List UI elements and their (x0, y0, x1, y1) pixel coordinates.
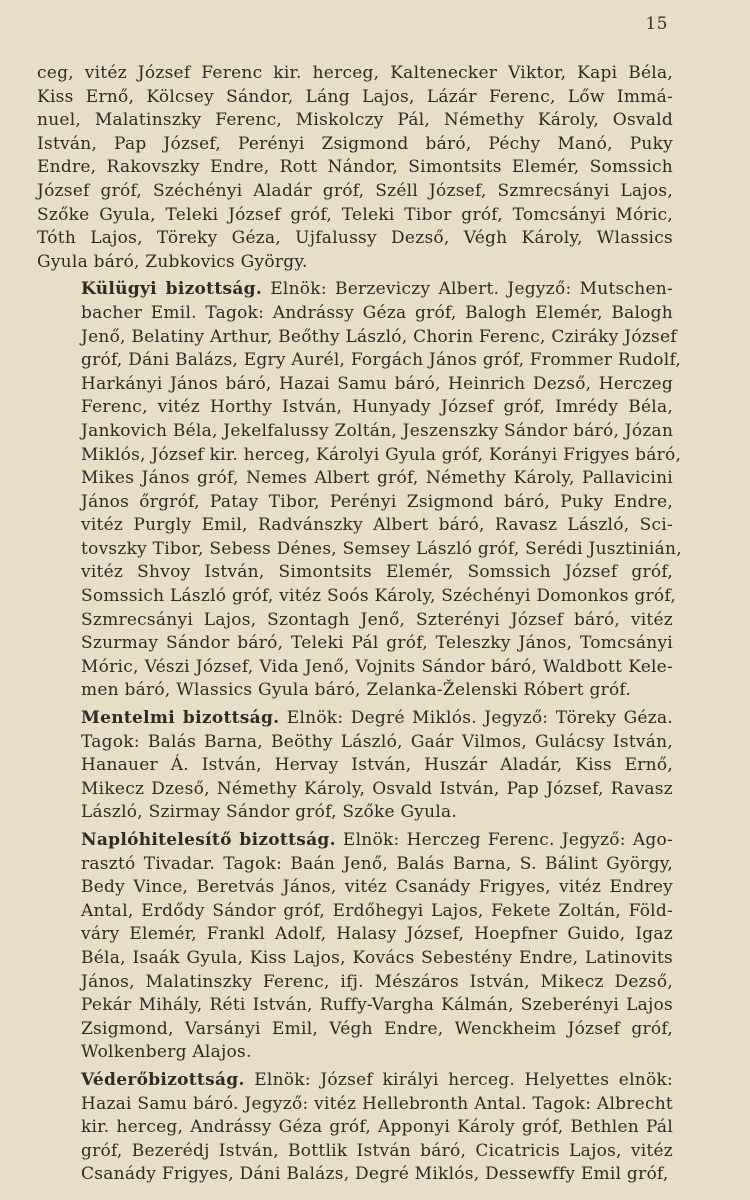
line-text: Szurmay Sándor báró, Teleki Pál gróf, Teleszky János, Tomcsányi (81, 633, 673, 654)
line-text: Endre, Rakovszky Endre, Rott Nándor, Simontsits Elemér, Somssich (37, 157, 673, 178)
text-line (37, 900, 673, 924)
text-line (37, 396, 673, 420)
text-line (37, 801, 673, 825)
line-text: László, Szirmay Sándor gróf, Szőke Gyula. (81, 802, 458, 823)
line-text: Hanauer Á. István, Hervay István, Huszár Aladár, Kiss Ernő, (81, 755, 673, 776)
text-line (37, 133, 673, 157)
text-line (37, 349, 682, 373)
text-line (37, 876, 673, 900)
text-line (37, 632, 673, 656)
paragraph (37, 1069, 673, 1187)
line-text: Elnök: József királyi herceg. Helyettes elnök: (244, 1069, 673, 1090)
text-line (37, 373, 673, 397)
line-text: István, Pap József, Perényi Zsigmond báró, Péchy Manó, Puky (37, 133, 673, 154)
line-text: Szmrecsányi Lajos, Szontagh Jenő, Szterényi József báró, vitéz (81, 609, 673, 630)
paragraph (37, 829, 673, 1065)
text-line (37, 1163, 673, 1187)
text-line (37, 754, 673, 778)
text-body (37, 62, 682, 1187)
line-text: Tóth Lajos, Töreky Géza, Ujfalussy Dezső, Végh Károly, Wlassics (37, 228, 673, 249)
line-text: Antal, Erdődy Sándor gróf, Erdőhegyi Lajos, Fekete Zoltán, Föld- (81, 900, 673, 921)
text-line (37, 609, 673, 633)
text-line (37, 778, 673, 802)
line-text: Mikes János gróf, Nemes Albert gróf, Némethy Károly, Pallavicini (81, 468, 673, 489)
line-text: bacher Emil. Tagok: Andrássy Géza gróf, Balogh Elemér, Balogh (81, 302, 673, 323)
line-text: vitéz Purgly Emil, Radvánszky Albert báró, Ravasz László, Sci- (81, 515, 673, 536)
text-line (37, 561, 673, 585)
text-line (37, 1018, 673, 1042)
text-line (37, 1041, 673, 1065)
line-text: tovszky Tibor, Sebess Dénes, Semsey László gróf, Serédi Jusztinián, (81, 538, 682, 559)
text-line (37, 420, 673, 444)
text-line (37, 491, 673, 515)
line-text: Jenő, Belatiny Arthur, Beőthy László, Chorin Ferenc, Cziráky József (81, 326, 677, 347)
text-line (37, 1093, 673, 1117)
text-line (37, 302, 673, 326)
text-line (37, 994, 673, 1018)
text-line (37, 679, 673, 703)
line-text: Wolkenberg Alajos. (81, 1042, 252, 1063)
text-line (37, 326, 677, 350)
text-line (37, 514, 673, 538)
paragraph (37, 278, 682, 703)
line-text: nuel, Malatinszky Ferenc, Miskolczy Pál, Némethy Károly, Osvald (37, 110, 673, 131)
line-text: Elnök: Berzeviczy Albert. Jegyző: Mutschen- (262, 279, 673, 300)
line-text: gróf, Dáni Balázs, Egry Aurél, Forgách János gróf, Frommer Rudolf, (81, 350, 682, 371)
text-line (37, 656, 673, 680)
text-line (37, 1069, 673, 1093)
text-line (37, 62, 673, 86)
text-line (37, 227, 673, 251)
text-line (37, 707, 673, 731)
text-line (37, 467, 673, 491)
text-line (37, 971, 673, 995)
line-text: Béla, Isaák Gyula, Kiss Lajos, Kovács Sebestény Endre, Latinovits (81, 947, 673, 968)
line-text: Elnök: Degré Miklós. Jegyző: Töreky Géza. (279, 708, 673, 729)
text-line (37, 829, 673, 853)
line-text: men báró, Wlassics Gyula báró, Zelanka-Želenski Róbert gróf. (81, 680, 632, 701)
text-line (37, 156, 673, 180)
line-text: János őrgróf, Patay Tibor, Perényi Zsigmond báró, Puky Endre, (81, 491, 673, 512)
line-text: Hazai Samu báró. Jegyző: vitéz Hellebronth Antal. Tagok: Albrecht (81, 1093, 673, 1114)
paragraph (37, 62, 673, 274)
text-line (37, 731, 673, 755)
text-line (37, 947, 673, 971)
line-text: János, Malatinszky Ferenc, ifj. Mészáros István, Mikecz Dezső, (81, 971, 673, 992)
line-text: Jankovich Béla, Jekelfalussy Zoltán, Jeszenszky Sándor báró, Józan (81, 420, 674, 441)
line-text: Harkányi János báró, Hazai Samu báró, Heinrich Dezső, Herczeg (81, 373, 673, 394)
line-text: Móric, Vészi József, Vida Jenő, Vojnits Sándor báró, Waldbott Kele- (81, 656, 673, 677)
line-text: vitéz Shvoy István, Simontsits Elemér, Somssich József gróf, (81, 562, 673, 583)
committee-heading: Naplóhitelesítő bizottság. (81, 830, 336, 850)
line-text: Tagok: Balás Barna, Beöthy László, Gaár Vilmos, Gulácsy István, (81, 731, 673, 752)
text-line (37, 538, 682, 562)
line-text: Kiss Ernő, Kölcsey Sándor, Láng Lajos, Lázár Ferenc, Lőw Immá- (37, 86, 673, 107)
text-line (37, 1140, 673, 1164)
text-line (37, 109, 673, 133)
line-text: Pekár Mihály, Réti István, Ruffy-Vargha Kálmán, Szeberényi Lajos (81, 995, 673, 1016)
committee-heading: Véderőbizottság. (81, 1069, 245, 1090)
text-line (37, 923, 673, 947)
page-number: 15 (645, 14, 668, 34)
line-text: Bedy Vince, Beretvás János, vitéz Csanády Frigyes, vitéz Endrey (81, 877, 673, 898)
line-text: ceg, vitéz József Ferenc kir. herceg, Kaltenecker Viktor, Kapi Béla, (37, 63, 673, 83)
line-text: Szőke Gyula, Teleki József gróf, Teleki Tibor gróf, Tomcsányi Móric, (37, 204, 673, 225)
line-text: Somssich László gróf, vitéz Soós Károly, Széchényi Domonkos gróf, (81, 586, 677, 607)
text-line (37, 180, 673, 204)
line-text: Elnök: Herczeg Ferenc. Jegyző: Ago- (335, 830, 673, 850)
text-line (37, 278, 673, 302)
text-line (37, 204, 673, 228)
paragraph (37, 707, 673, 825)
text-line (37, 86, 673, 110)
committee-heading: Külügyi bizottság. (81, 279, 263, 300)
committee-heading: Mentelmi bizottság. (81, 708, 280, 729)
line-text: Miklós, József kir. herceg, Károlyi Gyula gróf, Korányi Frigyes báró, (81, 444, 682, 465)
line-text: Mikecz Dzeső, Némethy Károly, Osvald István, Pap József, Ravasz (81, 778, 673, 799)
line-text: váry Elemér, Frankl Adolf, Halasy József, Hoepfner Guido, Igaz (81, 924, 673, 945)
text-line (37, 251, 673, 275)
line-text: Gyula báró, Zubkovics György. (37, 251, 308, 272)
line-text: rasztó Tivadar. Tagok: Baán Jenő, Balás Barna, S. Bálint György, (81, 853, 673, 874)
text-line (37, 444, 682, 468)
line-text: Csanády Frigyes, Dáni Balázs, Degré Miklós, Dessewffy Emil gróf, (81, 1164, 669, 1185)
text-line (37, 585, 677, 609)
text-line (37, 1116, 673, 1140)
line-text: Ferenc, vitéz Horthy István, Hunyady József gróf, Imrédy Béla, (81, 397, 673, 418)
line-text: Zsigmond, Varsányi Emil, Végh Endre, Wenckheim József gróf, (81, 1018, 673, 1039)
line-text: kir. herceg, Andrássy Géza gróf, Apponyi Károly gróf, Bethlen Pál (81, 1117, 673, 1138)
line-text: József gróf, Széchényi Aladár gróf, Széll József, Szmrecsányi Lajos, (37, 180, 673, 201)
line-text: gróf, Bezerédj István, Bottlik István báró, Cicatricis Lajos, vitéz (81, 1140, 673, 1161)
text-line (37, 853, 673, 877)
